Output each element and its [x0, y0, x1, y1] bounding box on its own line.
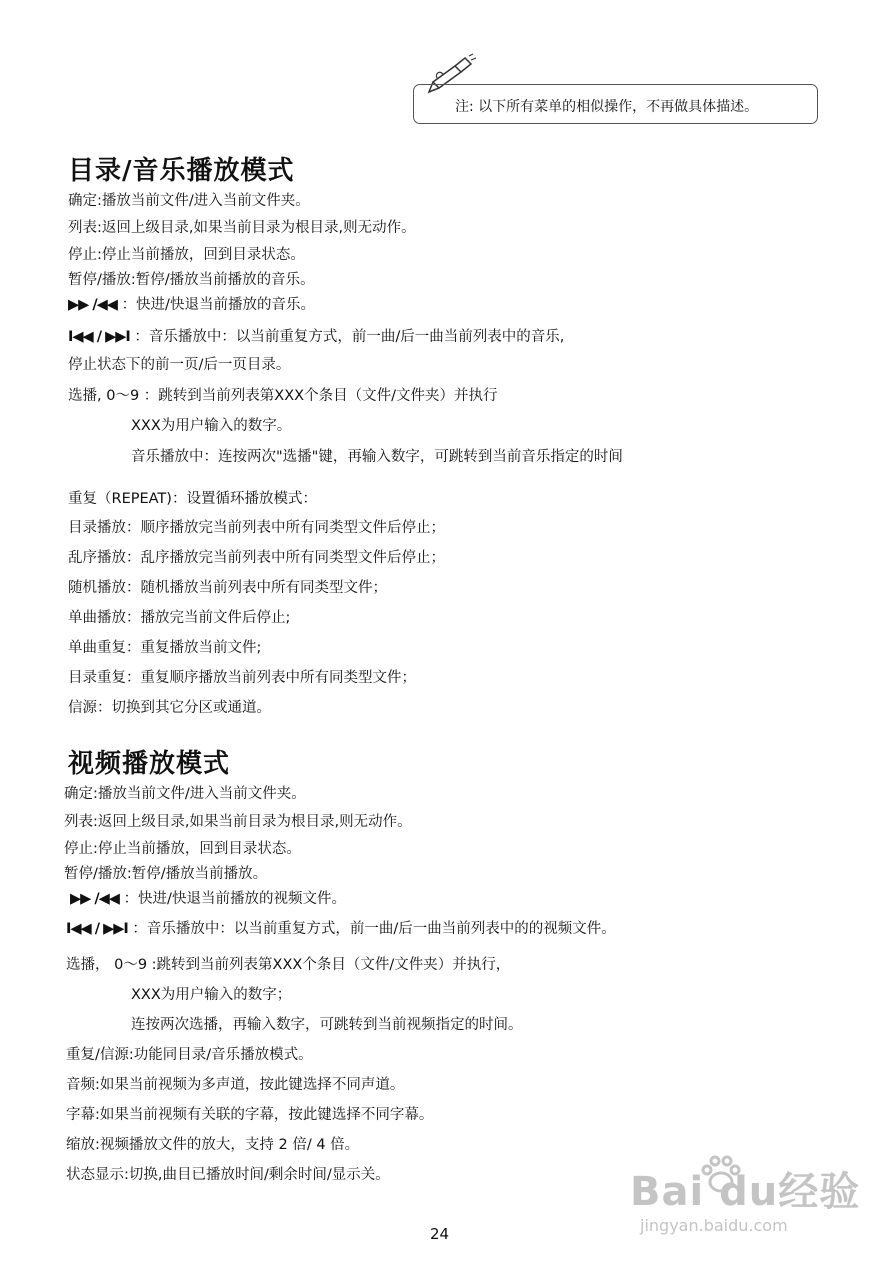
music-line: 确定:播放当前文件/进入当前文件夹。: [68, 193, 310, 209]
watermark-url: jingyan.baidu.com: [640, 1216, 788, 1235]
note-text: 注: 以下所有菜单的相似操作，不再做具体描述。: [455, 99, 759, 115]
music-line: 单曲重复：重复播放当前文件;: [68, 640, 262, 656]
video-line: 音频:如果当前视频为多声道，按此键选择不同声道。: [66, 1077, 405, 1093]
music-line-text: ：快进/快退当前播放的音乐。: [121, 297, 315, 313]
music-line: 信源：切换到其它分区或通道。: [68, 700, 271, 716]
music-line-text: ：音乐播放中：以当前重复方式，前一曲/后一曲当前列表中的音乐,: [134, 329, 565, 345]
section-title-music: 目录/音乐播放模式: [68, 156, 295, 186]
music-line: 选播, 0～9 ：跳转到当前列表第XXX个条目（文件/文件夹）并执行: [68, 388, 498, 404]
music-line: 单曲播放：播放完当前文件后停止;: [68, 610, 291, 626]
music-line: 列表:返回上级目录,如果当前目录为根目录,则无动作。: [68, 220, 416, 236]
watermark-brand: Bai du经验: [630, 1169, 861, 1215]
music-line: 随机播放：随机播放当前列表中所有同类型文件；: [68, 580, 387, 596]
fast-forward-rewind-icon: ▶▶ /◀◀: [70, 891, 119, 907]
fast-forward-rewind-icon: ▶▶ /◀◀: [68, 297, 117, 313]
video-line: 停止:停止当前播放，回到目录状态。: [64, 841, 301, 857]
music-line: 重复（REPEAT)：设置循环播放模式：: [68, 491, 317, 507]
video-line: 状态显示:切换,曲目已播放时间/剩余时间/显示关。: [66, 1167, 390, 1183]
video-line: 暂停/播放:暂停/播放当前播放。: [64, 866, 268, 882]
prev-next-icon: I◀◀ / ▶▶I: [66, 921, 128, 937]
music-line: 暂停/播放:暂停/播放当前播放的音乐。: [68, 272, 315, 288]
music-line-indent: XXX为用户输入的数字。: [131, 418, 292, 434]
music-line-ff-rew: [68, 296, 315, 314]
video-line-prev-next: [66, 920, 616, 938]
music-line: 目录重复：重复顺序播放当前列表中所有同类型文件；: [68, 670, 416, 686]
video-line: 确定:播放当前文件/进入当前文件夹。: [64, 786, 306, 802]
video-line-indent: 连按两次选播，再输入数字，可跳转到当前视频指定的时间。: [131, 1017, 523, 1033]
video-line: 字幕:如果当前视频有关联的字幕，按此键选择不同字幕。: [66, 1107, 434, 1123]
section-title-video: 视频播放模式: [68, 749, 231, 779]
watermark: [620, 1150, 870, 1250]
video-line: 缩放:视频播放文件的放大，支持 2 倍/ 4 倍。: [66, 1137, 360, 1153]
video-line: 列表:返回上级目录,如果当前目录为根目录,则无动作。: [64, 814, 412, 830]
music-line: 乱序播放：乱序播放完当前列表中所有同类型文件后停止；: [68, 550, 445, 566]
video-line: 选播， 0～9 :跳转到当前列表第XXX个条目（文件/文件夹）并执行，: [66, 957, 511, 973]
music-line: 目录播放：顺序播放完当前列表中所有同类型文件后停止；: [68, 520, 445, 536]
page-number: 24: [430, 1225, 450, 1243]
video-line-indent: XXX为用户输入的数字；: [131, 987, 292, 1003]
video-line: 重复/信源:功能同目录/音乐播放模式。: [66, 1047, 313, 1063]
music-line: 停止状态下的前一页/后一页目录。: [68, 357, 291, 373]
music-line: 停止:停止当前播放，回到目录状态。: [68, 247, 305, 263]
video-line-ff-rew: [70, 890, 346, 908]
video-line-text: ：音乐播放中：以当前重复方式，前一曲/后一曲当前列表中的的视频文件。: [132, 921, 616, 937]
music-line-prev-next: [68, 328, 564, 346]
prev-next-icon: I◀◀ / ▶▶I: [68, 329, 130, 345]
video-line-text: ：快进/快退当前播放的视频文件。: [123, 891, 346, 907]
music-line-indent: 音乐播放中：连按两次"选播"键，再输入数字，可跳转到当前音乐指定的时间: [131, 449, 623, 465]
